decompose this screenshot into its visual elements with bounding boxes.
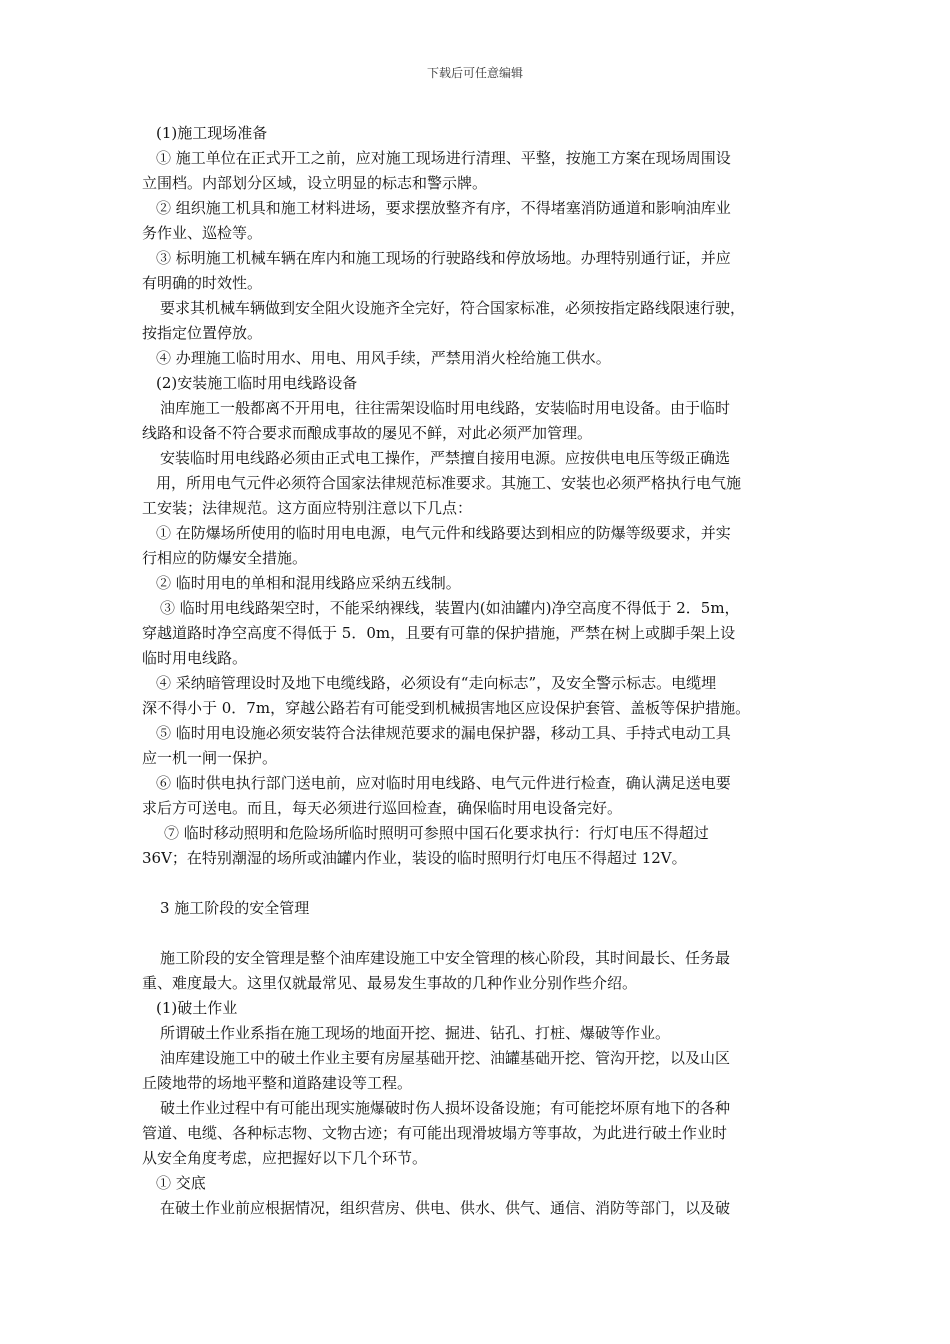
text-line: 用，所用电气元件必须符合国家法律规范标准要求。其施工、安装也必须严格执行电气施 bbox=[156, 474, 742, 492]
text-line: ⑦ 临时移动照明和危险场所临时照明可参照中国石化要求执行：行灯电压不得超过 bbox=[164, 824, 709, 842]
text-line: ① 在防爆场所使用的临时用电电源，电气元件和线路要达到相应的防爆等级要求，并实 bbox=[156, 524, 731, 542]
text-line: 油库建设施工中的破土作业主要有房屋基础开挖、油罐基础开挖、管沟开挖，以及山区 bbox=[160, 1049, 731, 1067]
text-line: 管道、电缆、各种标志物、文物古迹；有可能出现滑坡塌方等事故，为此进行破土作业时 bbox=[142, 1124, 728, 1142]
text-line: 在破土作业前应根据情况，组织营房、供电、供水、供气、通信、消防等部门，以及破 bbox=[160, 1199, 731, 1217]
text-line: 求后方可送电。而且，每天必须进行巡回检查，确保临时用电设备完好。 bbox=[142, 799, 623, 817]
text-line: 应一机一闸一保护。 bbox=[142, 749, 278, 767]
text-line: ② 临时用电的单相和混用线路应采纳五线制。 bbox=[156, 574, 461, 592]
text-line: 临时用电线路。 bbox=[142, 649, 248, 667]
text-line: 深不得小于 0．7m，穿越公路若有可能受到机械损害地区应设保护套管、盖板等保护措施。 bbox=[142, 699, 751, 717]
text-line: ③ 标明施工机械车辆在库内和施工现场的行驶路线和停放场地。办理特别通行证，并应 bbox=[156, 249, 731, 267]
text-line: 线路和设备不符合要求而酿成事故的屡见不鲜，对此必须严加管理。 bbox=[142, 424, 593, 442]
blank-line bbox=[142, 921, 812, 946]
text-line: 穿越道路时净空高度不得低于 5．0m，且要有可靠的保护措施，严禁在树上或脚手架上设 bbox=[142, 624, 736, 642]
document-body bbox=[142, 121, 812, 1221]
text-line: ① 施工单位在正式开工之前，应对施工现场进行清理、平整，按施工方案在现场周围设 bbox=[156, 149, 731, 167]
text-line: ③ 临时用电线路架空时，不能采纳裸线，装置内(如油罐内)净空高度不得低于 2．5m， bbox=[160, 599, 740, 617]
page-header: 下载后可任意编辑 bbox=[426, 66, 523, 80]
text-line: ① 交底 bbox=[156, 1174, 206, 1192]
text-line: 丘陵地带的场地平整和道路建设等工程。 bbox=[142, 1074, 413, 1092]
text-line: 油库施工一般都离不开用电，往往需架设临时用电线路，安装临时用电设备。由于临时 bbox=[160, 399, 731, 417]
text-line: 务作业、巡检等。 bbox=[142, 224, 263, 242]
text-line: 立围档。内部划分区域，设立明显的标志和警示牌。 bbox=[142, 174, 488, 192]
text-line: 按指定位置停放。 bbox=[142, 324, 263, 342]
text-line: 破土作业过程中有可能出现实施爆破时伤人损坏设备设施；有可能挖坏原有地下的各种 bbox=[160, 1099, 731, 1117]
text-line: ⑥ 临时供电执行部门送电前，应对临时用电线路、电气元件进行检查，确认满足送电要 bbox=[156, 774, 731, 792]
text-line: (2)安装施工临时用电线路设备 bbox=[156, 374, 358, 392]
text-line: 3 施工阶段的安全管理 bbox=[160, 899, 310, 917]
text-line: 重、难度最大。这里仅就最常见、最易发生事故的几种作业分别作些介绍。 bbox=[142, 974, 638, 992]
text-line: 行相应的防爆安全措施。 bbox=[142, 549, 308, 567]
text-line: (1)破土作业 bbox=[156, 999, 238, 1017]
text-line: ④ 采纳暗管理设时及地下电缆线路，必须设有“走向标志”，及安全警示标志。电缆埋 bbox=[156, 674, 717, 692]
text-line: 施工阶段的安全管理是整个油库建设施工中安全管理的核心阶段，其时间最长、任务最 bbox=[160, 949, 731, 967]
text-line: ⑤ 临时用电设施必须安装符合法律规范要求的漏电保护器，移动工具、手持式电动工具 bbox=[156, 724, 731, 742]
text-line: 有明确的时效性。 bbox=[142, 274, 263, 292]
text-line: 从安全角度考虑，应把握好以下几个环节。 bbox=[142, 1149, 428, 1167]
text-line: 36V；在特别潮湿的场所或油罐内作业，装设的临时照明行灯电压不得超过 12V。 bbox=[142, 849, 687, 867]
text-line: 安装临时用电线路必须由正式电工操作，严禁擅自接用电源。应按供电电压等级正确选 bbox=[160, 449, 731, 467]
blank-line bbox=[142, 871, 812, 896]
text-line: 要求其机械车辆做到安全阻火设施齐全完好，符合国家标准，必须按指定路线限速行驶， bbox=[160, 299, 746, 317]
text-line: (1)施工现场准备 bbox=[156, 124, 268, 142]
text-line: 工安装；法律规范。这方面应特别注意以下几点： bbox=[142, 499, 473, 517]
text-line: ② 组织施工机具和施工材料进场，要求摆放整齐有序，不得堵塞消防通道和影响油库业 bbox=[156, 199, 731, 217]
text-line: ④ 办理施工临时用水、用电、用风手续，严禁用消火栓给施工供水。 bbox=[156, 349, 611, 367]
text-line: 所谓破土作业系指在施工现场的地面开挖、掘进、钻孔、打桩、爆破等作业。 bbox=[160, 1024, 671, 1042]
